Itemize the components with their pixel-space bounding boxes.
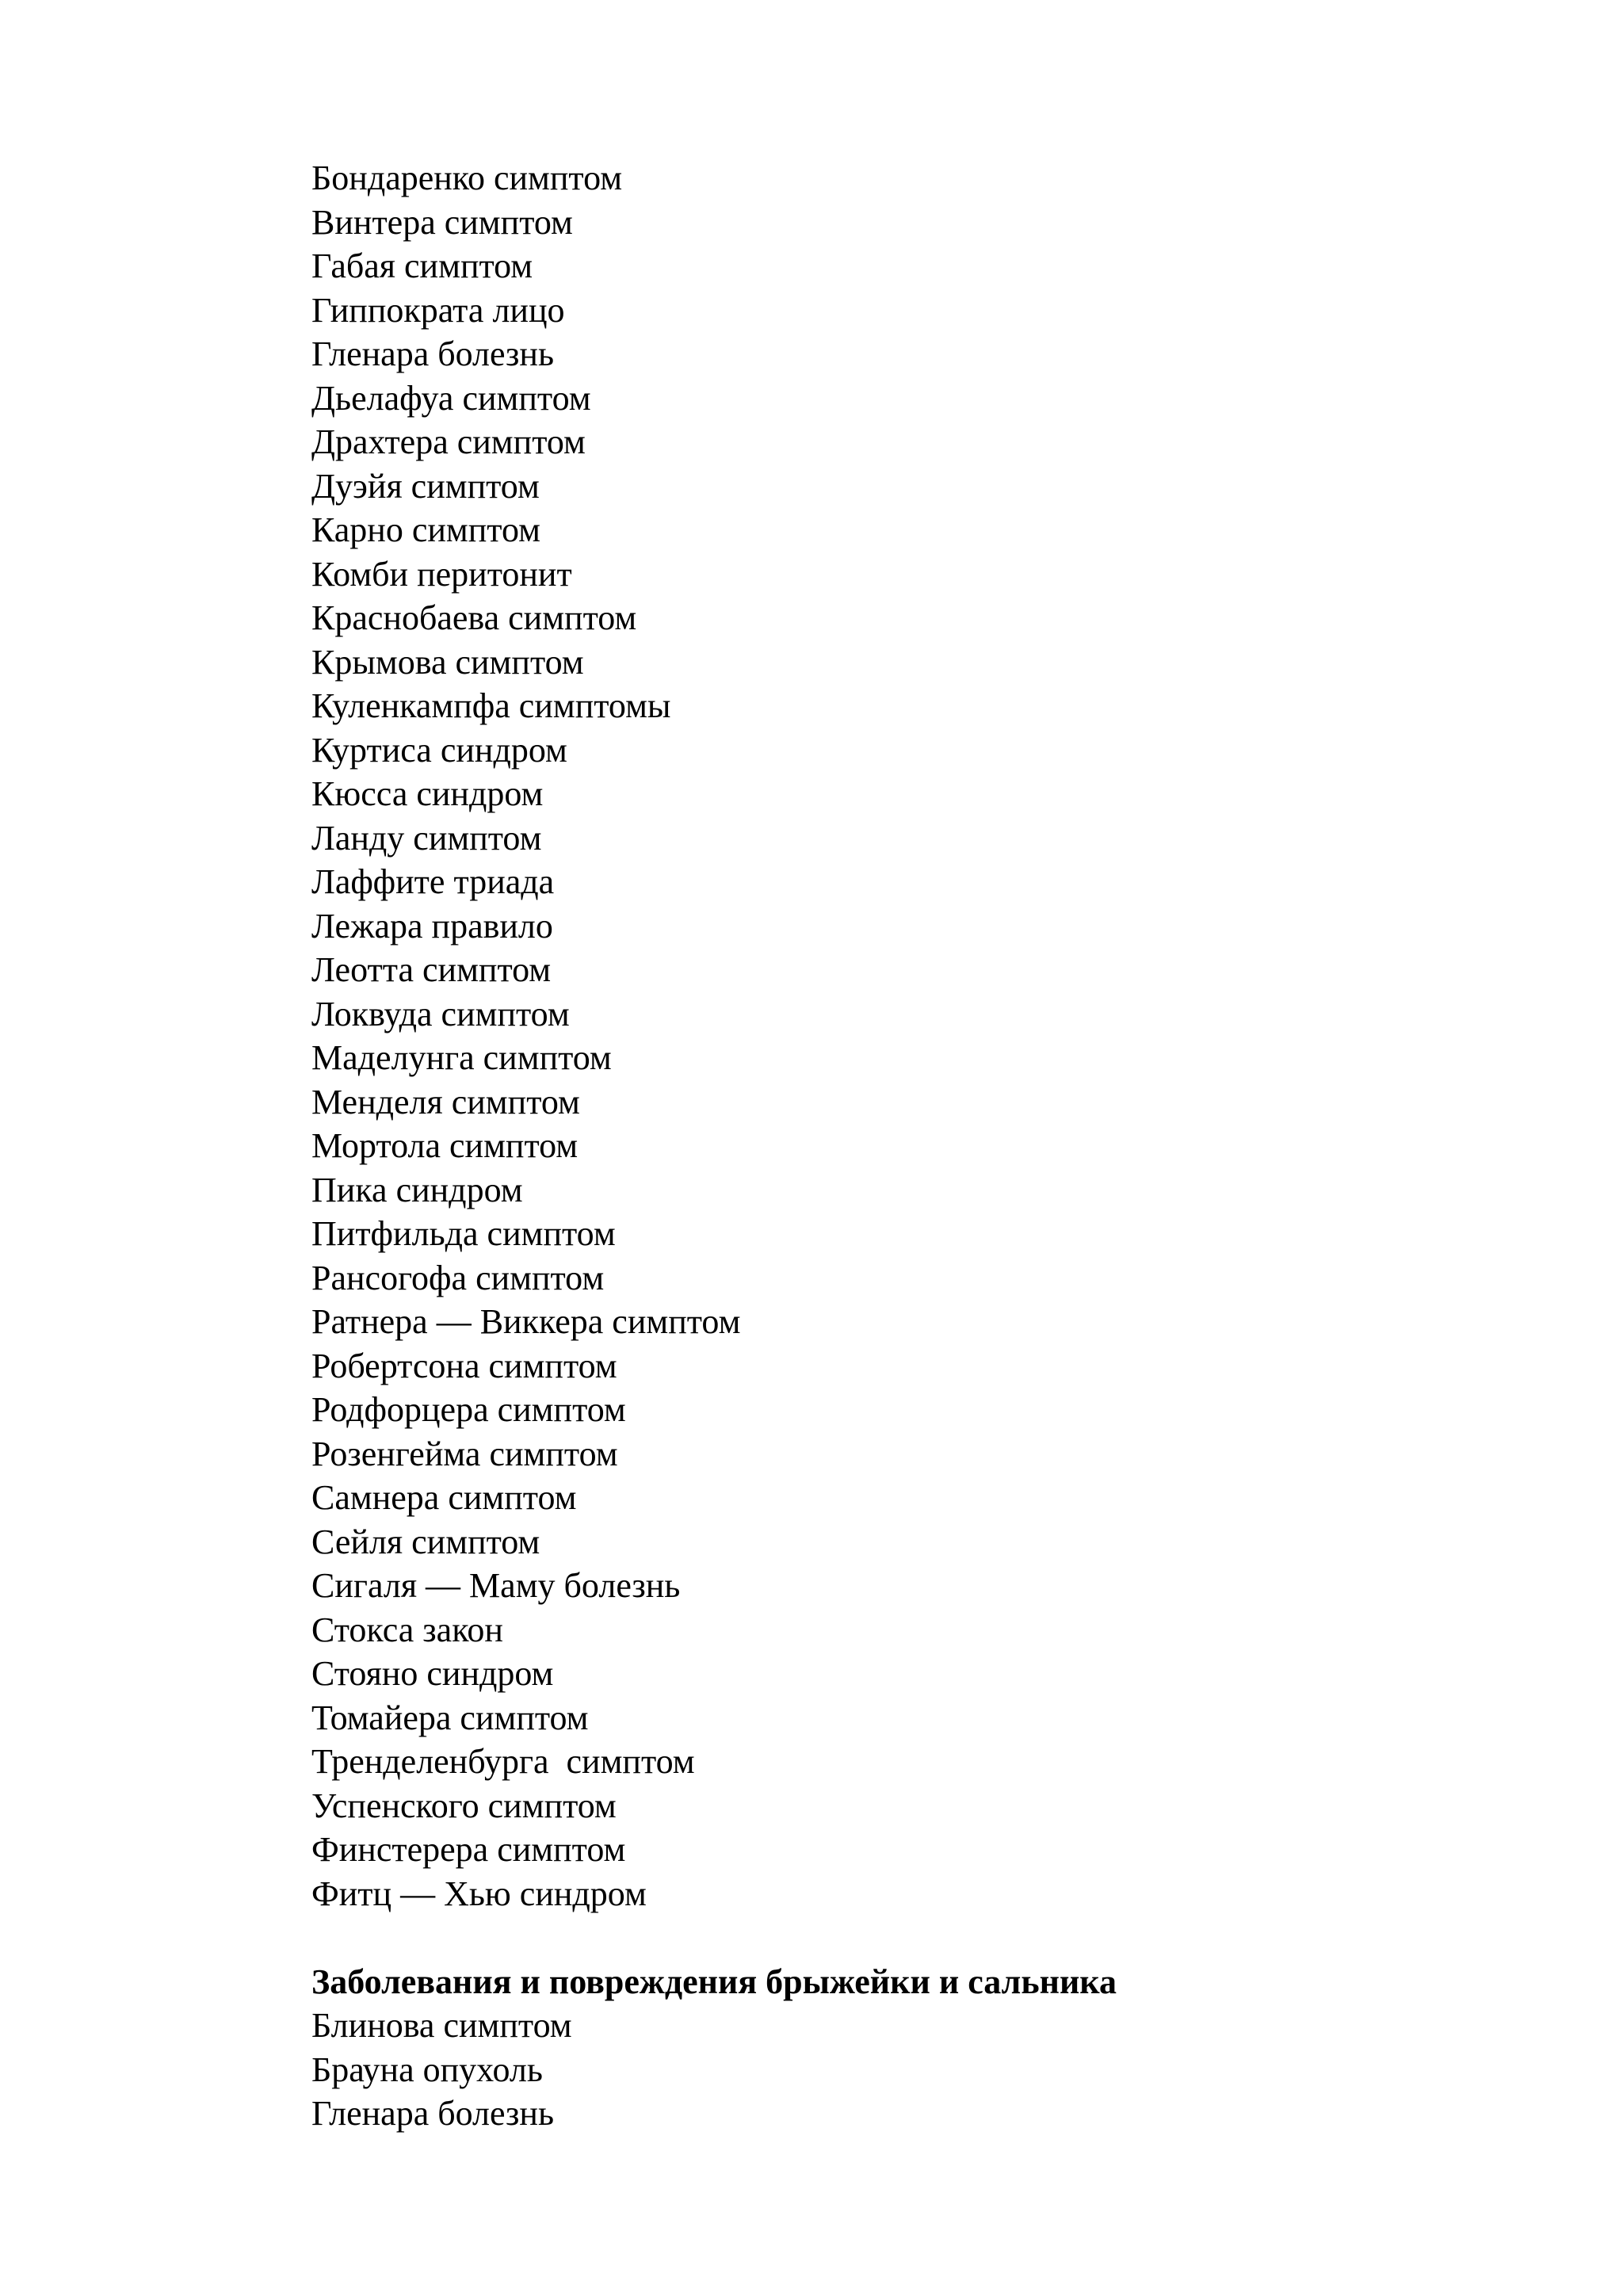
list-item: Томайера симптом [311, 1698, 589, 1737]
list-item: Розенгейма симптом [311, 1434, 618, 1473]
list-item: Лаффите триада [311, 862, 555, 901]
eponym-list-1 [311, 156, 1500, 1916]
list-item: Успенского симптом [311, 1786, 617, 1825]
list-item: Сейля симптом [311, 1522, 540, 1561]
list-item: Сигаля — Маму болезнь [311, 1566, 681, 1605]
list-item: Брауна опухоль [311, 2050, 543, 2089]
text-block [311, 156, 1500, 2136]
list-item: Стокса закон [311, 1610, 503, 1649]
list-item: Винтера симптом [311, 202, 573, 242]
eponym-list-2 [311, 2004, 1500, 2136]
list-item: Питфильда симптом [311, 1214, 616, 1253]
list-item: Локвуда симптом [311, 994, 570, 1033]
list-item: Краснобаева симптом [311, 598, 637, 637]
list-item: Габая симптом [311, 246, 533, 285]
list-item: Драхтера симптом [311, 422, 586, 461]
blank-line [311, 1916, 1500, 1960]
list-item: Стояно синдром [311, 1654, 554, 1693]
list-item: Бондаренко симптом [311, 159, 623, 197]
list-item: Дьелафуа симптом [311, 378, 591, 418]
list-item: Блинова симптом [311, 2006, 572, 2045]
list-item: Куртиса синдром [311, 730, 567, 770]
list-item: Гленара болезнь [311, 2094, 555, 2133]
list-item: Тренделенбурга симптом [311, 1742, 695, 1781]
list-item: Куленкампфа симптомы [311, 686, 671, 725]
list-item: Крымова симптом [311, 642, 584, 682]
list-item: Дуэйя симптом [311, 466, 540, 506]
list-item: Самнера симптом [311, 1478, 577, 1517]
list-item: Маделунга симптом [311, 1038, 612, 1077]
list-item: Пика синдром [311, 1170, 523, 1209]
list-item: Менделя симптом [311, 1082, 580, 1121]
list-item: Родфорцера симптом [311, 1390, 626, 1429]
list-item: Карно симптом [311, 510, 540, 549]
list-item: Робертсона симптом [311, 1346, 617, 1385]
list-item: Ланду симптом [311, 818, 542, 858]
section-heading: Заболевания и повреждения брыжейки и сальника [311, 1962, 1117, 2001]
list-item: Мортола симптом [311, 1126, 579, 1165]
list-item: Кюсса синдром [311, 774, 544, 813]
list-item: Лежара правило [311, 906, 553, 946]
list-item: Гиппократа лицо [311, 290, 565, 330]
list-item: Рансогофа симптом [311, 1258, 605, 1297]
list-item: Ратнера — Виккера симптом [311, 1302, 741, 1341]
list-item: Финстерера симптом [311, 1830, 626, 1869]
list-item: Фитц — Хью синдром [311, 1874, 647, 1913]
list-item: Леотта симптом [311, 950, 552, 989]
list-item: Комби перитонит [311, 554, 572, 594]
list-item: Гленара болезнь [311, 334, 555, 373]
